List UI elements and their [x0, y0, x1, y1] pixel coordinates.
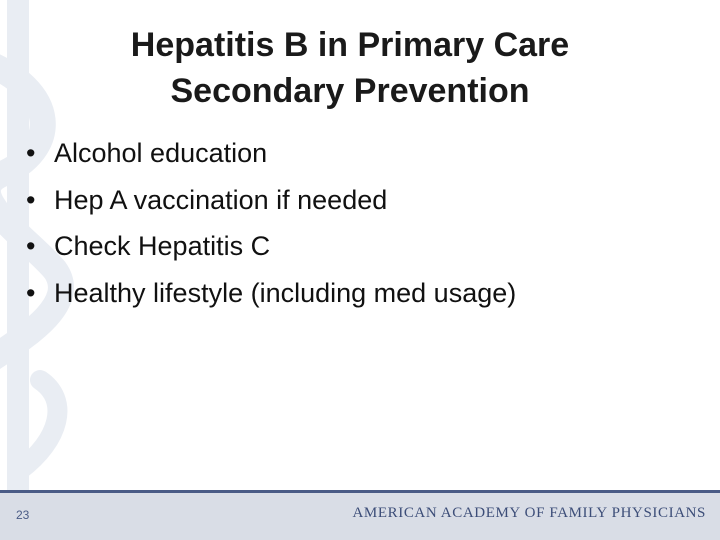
bullet-text: Healthy lifestyle (including med usage)	[54, 277, 517, 308]
organization-name: AMERICAN ACADEMY OF FAMILY PHYSICIANS	[352, 505, 706, 521]
footer-bar	[0, 490, 720, 540]
bullet-item	[26, 223, 516, 270]
bullet-icon: •	[26, 184, 36, 215]
bullet-text: Hep A vaccination if needed	[54, 184, 388, 215]
title-line-2: Secondary Prevention	[170, 72, 530, 110]
footer-divider	[0, 490, 720, 493]
slide-title	[60, 22, 640, 114]
bullet-icon: •	[26, 231, 36, 261]
bullet-list	[26, 130, 516, 316]
bullet-item	[26, 270, 516, 317]
bullet-icon: •	[26, 277, 36, 308]
bullet-item	[26, 130, 516, 177]
bullet-item	[26, 177, 516, 224]
bullet-text: Alcohol education	[54, 138, 268, 168]
slide-number: 23	[16, 508, 30, 522]
title-line-1: Hepatitis B in Primary Care	[130, 26, 570, 64]
bullet-text: Check Hepatitis C	[54, 231, 271, 261]
bullet-icon: •	[26, 138, 36, 168]
